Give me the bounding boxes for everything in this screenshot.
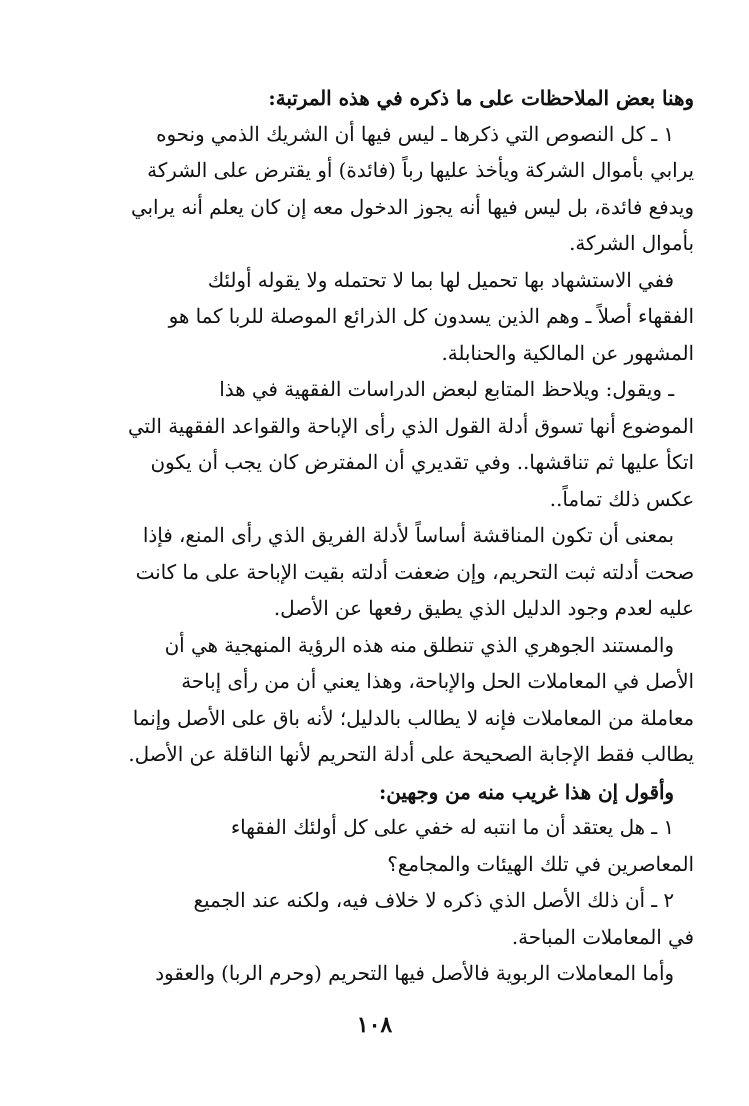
text-line: المعاصرين في تلك الهيئات والمجامع؟ xyxy=(387,852,694,876)
text-line: ويدفع فائدة، بل ليس فيها أنه يجوز الدخول معه إن كان يعلم أنه يرابي xyxy=(131,195,694,219)
text-line: بأموال الشركة. xyxy=(569,232,694,255)
text-line: الأصل في المعاملات الحل والإباحة، وهذا يعني أن من رأى إباحة xyxy=(181,670,694,693)
text-line: اتكأ عليها ثم تناقشها.. وفي تقديري أن المفترض كان يجب أن يكون xyxy=(150,451,694,474)
text-line: والمستند الجوهري الذي تنطلق منه هذه الرؤية المنهجية هي أن xyxy=(164,633,674,657)
text-line: ١ ـ هل يعتقد أن ما انتبه له خفي على كل أولئك الفقهاء xyxy=(230,816,674,839)
text-line: الموضوع أنها تسوق أدلة القول الذي رأى الإباحة والقواعد الفقهية التي xyxy=(127,414,694,438)
section-heading: وهنا بعض الملاحظات على ما ذكره في هذه المرتبة: xyxy=(268,86,694,110)
section-heading: وأقول إن هذا غريب منه من وجهين: xyxy=(379,779,674,804)
text-line: يطالب فقط الإجابة الصحيحة على أدلة التحريم لأنها الناقلة عن الأصل. xyxy=(128,743,694,766)
text-line: بمعنى أن تكون المناقشة أساساً لأدلة الفريق الذي رأى المنع، فإذا xyxy=(142,524,674,547)
text-line: المشهور عن المالكية والحنابلة. xyxy=(441,341,694,365)
text-line: معاملة من المعاملات فإنه لا يطالب بالدليل؛ لأنه باق على الأصل وإنما xyxy=(132,706,694,730)
text-line: يرابي بأموال الشركة ويأخذ عليها رباً (فائدة) أو يقترض على الشركة xyxy=(147,159,694,182)
text-line: صحت أدلته ثبت التحريم، وإن ضعفت أدلته بقيت الإباحة على ما كانت xyxy=(135,560,694,584)
page-text xyxy=(62,80,694,1020)
text-line: ففي الاستشهاد بها تحميل لها بما لا تحتمله ولا يقوله أولئك xyxy=(207,268,674,292)
text-line: في المعاملات المباحة. xyxy=(511,925,694,949)
text-line: ١ ـ كل النصوص التي ذكرها ـ ليس فيها أن الشريك الذمي ونحوه xyxy=(156,122,674,146)
text-line: ـ ويقول: ويلاحظ المتابع لبعض الدراسات الفقهية في هذا xyxy=(219,378,674,401)
text-line: ٢ ـ أن ذلك الأصل الذي ذكره لا خلاف فيه، ولكنه عند الجميع xyxy=(193,889,674,912)
text-line: عليه لعدم وجود الدليل الذي يطيق رفعها عن الأصل. xyxy=(273,597,694,620)
text-line: عكس ذلك تماماً.. xyxy=(549,487,694,511)
text-line: الفقهاء أصلاً ـ وهم الذين يسدون كل الذرائع الموصلة للربا كما هو xyxy=(168,305,694,328)
page-number: ١٠٨ xyxy=(356,1012,393,1038)
text-line: وأما المعاملات الربوية فالأصل فيها التحريم (وحرم الربا) والعقود xyxy=(155,962,674,985)
